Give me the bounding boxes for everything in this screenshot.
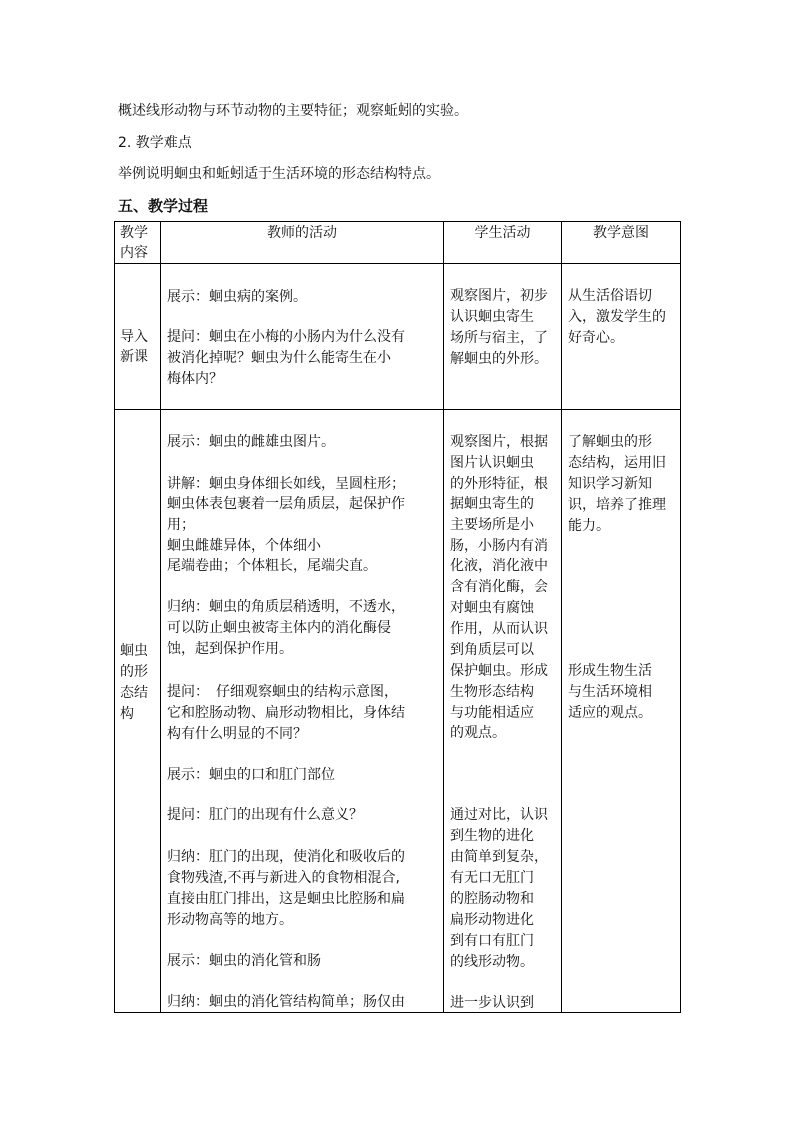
row1-intent-line: 从生活俗语切 <box>568 288 652 304</box>
row2-student-line: 据蛔虫寄生的 <box>450 496 534 512</box>
row2-student-line: 进一步认识到 <box>450 995 534 1011</box>
row2-student-line: 的腔肠动物和 <box>450 891 534 907</box>
row2-student-line: 的外形特征，根 <box>450 476 548 492</box>
row2-teacher-line: 展示：蛔虫的雌雄虫图片。 <box>167 434 335 450</box>
row2-teacher-line: 食物残渣,不再与新进入的食物相混合, <box>167 870 400 886</box>
row2-intent-line: 了解蛔虫的形 <box>568 434 652 450</box>
row1-content-line: 导入 <box>120 329 148 345</box>
row1-content-line: 新课 <box>120 349 148 365</box>
row2-student-line: 到生物的进化 <box>450 828 534 844</box>
row1-student-line: 场所与宿主，了 <box>450 330 548 346</box>
header-row-divider <box>115 263 680 264</box>
row2-student-line: 含有消化酶，会 <box>450 579 548 595</box>
row2-teacher-line: 尾端卷曲；个体粗长，尾端尖直。 <box>167 558 377 574</box>
row2-intent-line: 能力。 <box>568 518 610 534</box>
row2-student-line: 主要场所是小 <box>450 517 534 533</box>
row1-teacher-line: 展示：蛔虫病的案例。 <box>167 289 307 305</box>
row2-teacher-line: 归纳：蛔虫的消化管结构简单；肠仅由 <box>167 994 405 1010</box>
row2-student-line: 化液，消化液中 <box>450 558 548 574</box>
row2-student-line: 作用，从而认识 <box>450 621 548 637</box>
row1-student-line: 认识蛔虫寄生 <box>450 309 534 325</box>
header-teacher: 教师的活动 <box>267 225 337 241</box>
row2-teacher-line: 形动物高等的地方。 <box>167 912 293 928</box>
row2-content-line: 蛔虫 <box>120 643 148 659</box>
header-content-line-1: 教学 <box>120 225 148 241</box>
header-content-line-2: 内容 <box>120 245 148 261</box>
row2-teacher-line: 蛔虫体表包裹着一层角质层，起保护作 <box>167 496 405 512</box>
intro-line-3: 举例说明蛔虫和蚯蚓适于生活环境的形态结构特点。 <box>118 166 440 182</box>
row1-teacher-line: 提问：蛔虫在小梅的小肠内为什么没有 <box>167 329 405 345</box>
row2-teacher-line: 提问：肛门的出现有什么意义？ <box>167 807 363 823</box>
row2-student-line: 通过对比，认识 <box>450 807 548 823</box>
row2-student-line: 有无口无肛门 <box>450 870 534 886</box>
row2-intent-line: 知识学习新知 <box>568 476 652 492</box>
row2-student-line: 生物形态结构 <box>450 684 534 700</box>
column-divider-2 <box>443 222 444 1012</box>
row2-student-line: 对蛔虫有腐蚀 <box>450 600 534 616</box>
row2-content-line: 构 <box>120 706 134 722</box>
row2-teacher-line: 讲解：蛔虫身体细长如线，呈圆柱形； <box>167 476 405 492</box>
row2-student-line: 与功能相适应 <box>450 705 534 721</box>
row2-teacher-line: 归纳：蛔虫的角质层稍透明，不透水， <box>167 599 405 615</box>
row1-divider <box>115 409 680 410</box>
row1-student-line: 观察图片，初步 <box>450 288 548 304</box>
row2-teacher-line: 蛔虫雌雄异体，个体细小 <box>167 538 321 554</box>
row2-student-line: 保护蛔虫。形成 <box>450 663 548 679</box>
row2-teacher-line: 提问： 仔细观察蛔虫的结构示意图， <box>167 684 398 700</box>
column-divider-3 <box>561 222 562 1012</box>
row2-teacher-line: 构有什么明显的不同？ <box>167 726 307 742</box>
section-title: 五、教学过程 <box>118 197 209 215</box>
row2-student-line: 扁形动物进化 <box>450 912 534 928</box>
row2-intent-line: 态结构，运用旧 <box>568 455 666 471</box>
row2-intent-line: 形成生物生活 <box>568 663 652 679</box>
row2-teacher-line: 展示：蛔虫的口和肛门部位 <box>167 767 335 783</box>
row1-intent-line: 好奇心。 <box>568 330 624 346</box>
row2-content-line: 的形 <box>120 664 148 680</box>
intro-line-1: 概述线形动物与环节动物的主要特征；观察蚯蚓的实验。 <box>118 103 468 119</box>
header-intent: 教学意图 <box>593 225 649 241</box>
row2-teacher-line: 用； <box>167 517 195 533</box>
row2-student-line: 图片认识蛔虫 <box>450 455 534 471</box>
teaching-process-table <box>114 221 681 1013</box>
row2-student-line: 的观点。 <box>450 725 506 741</box>
row2-teacher-line: 展示：蛔虫的消化管和肠 <box>167 953 321 969</box>
row1-intent-line: 入，激发学生的 <box>568 309 666 325</box>
row2-teacher-line: 归纳：肛门的出现，使消化和吸收后的 <box>167 849 405 865</box>
row2-teacher-line: 直接由肛门排出，这是蛔虫比腔肠和扁 <box>167 891 405 907</box>
row2-student-line: 观察图片，根据 <box>450 434 548 450</box>
row2-intent-line: 识，培养了推理 <box>568 497 666 513</box>
row2-content-line: 态结 <box>120 685 148 701</box>
row2-student-line: 的线形动物。 <box>450 954 534 970</box>
header-student: 学生活动 <box>474 225 531 241</box>
row2-intent-line: 适应的观点。 <box>568 705 652 721</box>
intro-item-2: 2. 教学难点 <box>118 135 192 151</box>
row2-student-line: 到角质层可以 <box>450 642 534 658</box>
row2-teacher-line: 蚀，起到保护作用。 <box>167 641 293 657</box>
row2-teacher-line: 它和腔肠动物、扁形动物相比，身体结 <box>167 705 405 721</box>
row1-teacher-line: 梅体内？ <box>167 371 223 387</box>
row2-teacher-line: 可以防止蛔虫被寄主体内的消化酶侵 <box>167 620 391 636</box>
row2-student-line: 肠，小肠内有消 <box>450 538 548 554</box>
row2-student-line: 由简单到复杂， <box>450 849 548 865</box>
column-divider-1 <box>160 222 161 1012</box>
row1-teacher-line: 被消化掉呢？蛔虫为什么能寄生在小 <box>167 350 391 366</box>
row2-intent-line: 与生活环境相 <box>568 684 652 700</box>
row2-student-line: 到有口有肛门 <box>450 933 534 949</box>
row1-student-line: 解蛔虫的外形。 <box>450 351 548 367</box>
